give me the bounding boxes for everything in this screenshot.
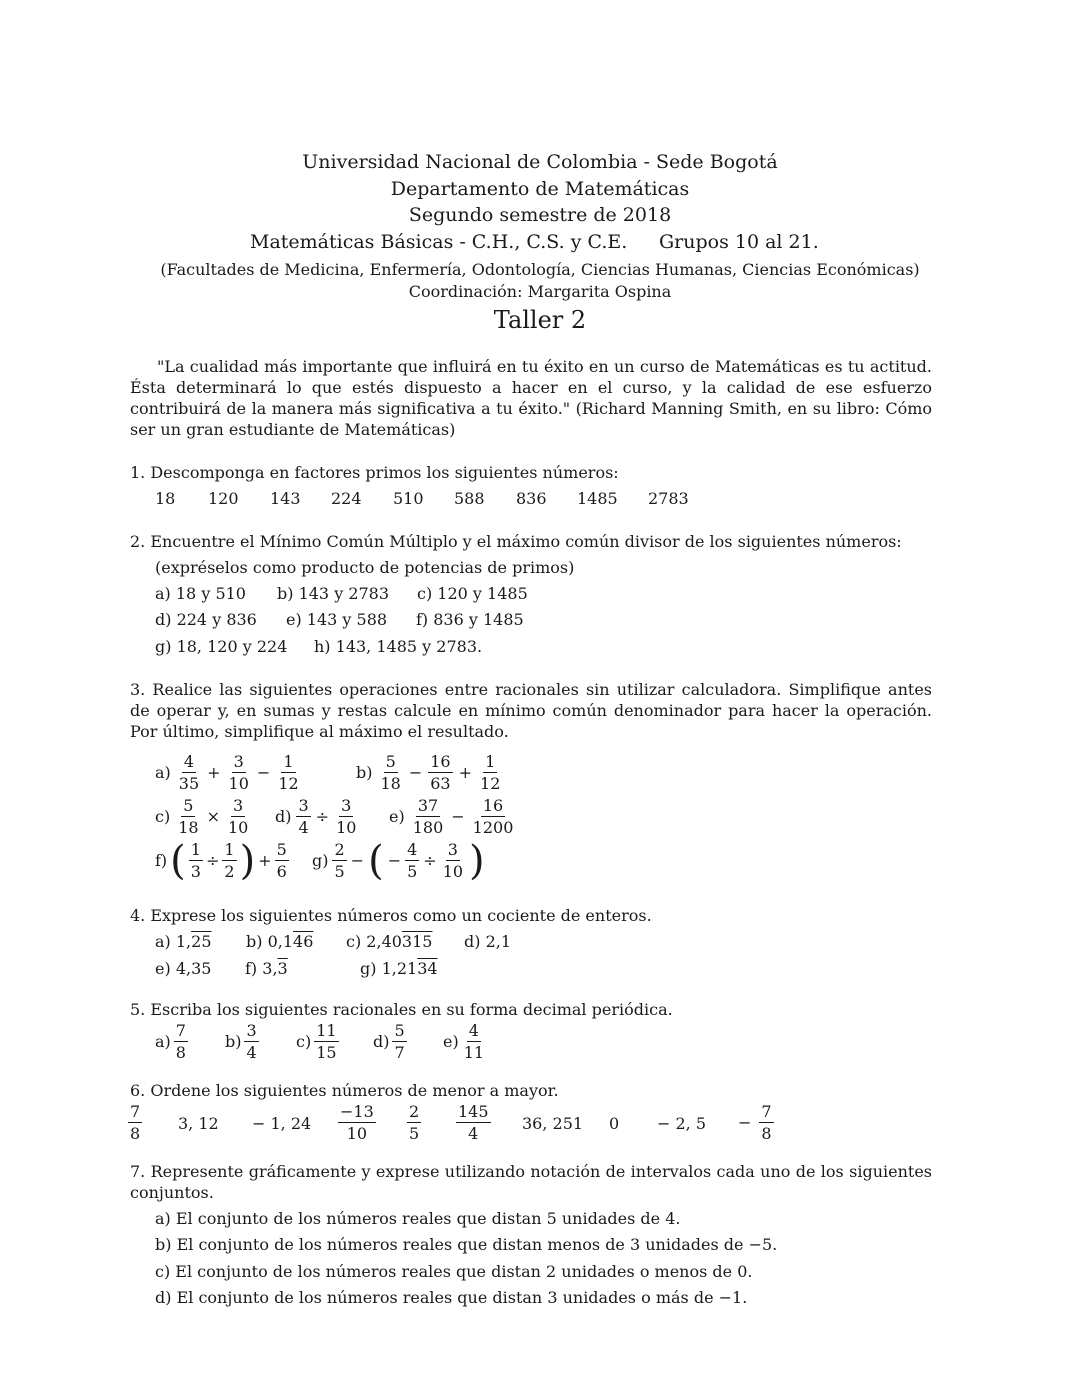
fraction: $\frac{7}{8}$ — [175, 1021, 186, 1062]
q1-number: 120 — [208, 489, 239, 508]
q2-item: e) 143 y 588 — [286, 610, 388, 629]
q1-number: 2783 — [648, 489, 689, 508]
fraction: $\frac{7}{8}$ — [130, 1102, 141, 1143]
fraction: $\frac{4}{5}$ — [407, 840, 418, 881]
q6-value: 36, 251 — [522, 1114, 584, 1133]
q1-number: 510 — [393, 489, 424, 508]
fraction: $\frac{3}{10}$ — [442, 840, 464, 881]
fraction: $\frac{1}{3}$ — [190, 840, 201, 881]
q3-item-b — [356, 752, 502, 793]
q5-item: b) $\frac{3}{4}$ — [225, 1021, 257, 1062]
q4-item: d) 2,1 — [464, 932, 512, 951]
question-2: 2. Encuentre el Mínimo Común Múltiplo y el máximo común divisor de los siguientes números: — [130, 532, 902, 551]
q5-item: e) $\frac{4}{11}$ — [443, 1021, 485, 1062]
q1-number: 143 — [270, 489, 301, 508]
q4-item: e) 4,35 — [155, 959, 212, 978]
q5-item: c) $\frac{11}{15}$ — [296, 1021, 337, 1062]
q6-value — [338, 1102, 376, 1143]
minus-sign: − — [387, 851, 402, 870]
fraction: $\frac{16}{63}$ — [430, 752, 451, 793]
department-name: Departamento de Matemáticas — [390, 178, 690, 200]
q4-item: b) 0,146 — [246, 932, 314, 951]
item-label: c) — [155, 807, 171, 826]
q6-value: − $\frac{7}{8}$ — [738, 1102, 772, 1143]
q6-value: 0 — [609, 1114, 620, 1133]
q1-number: 836 — [516, 489, 547, 508]
item-label: b) — [356, 763, 373, 782]
fraction: $\frac{145}{4}$ — [458, 1102, 489, 1143]
fraction: $\frac{11}{15}$ — [316, 1021, 337, 1062]
q1-number: 1485 — [577, 489, 618, 508]
question-2-sub: (expréselos como producto de potencias de primos) — [155, 558, 575, 577]
fraction: $\frac{3}{10}$ — [227, 796, 249, 837]
university-name: Universidad Nacional de Colombia - Sede Bogotá — [302, 151, 778, 173]
q4-item: f) 3,3 — [245, 959, 288, 978]
fraction: $\frac{4}{35}$ — [178, 752, 200, 793]
fraction: $\frac{1}{12}$ — [278, 752, 299, 793]
fraction: $\frac{4}{11}$ — [463, 1021, 485, 1062]
left-paren: ( — [170, 837, 186, 884]
coordination: Coordinación: Margarita Ospina — [408, 282, 672, 301]
q2-item: c) 120 y 1485 — [417, 584, 528, 603]
division-sign: ÷ — [315, 807, 330, 826]
times-sign: × — [206, 807, 220, 826]
q2-item: b) 143 y 2783 — [277, 584, 390, 603]
q7-item: c) El conjunto de los números reales que distan 2 unidades o menos de 0. — [155, 1262, 753, 1281]
minus-sign: − — [350, 851, 365, 870]
division-sign: ÷ — [205, 851, 220, 870]
q2-item: f) 836 y 1485 — [416, 610, 524, 629]
item-label: f) — [155, 851, 168, 870]
fraction: $\frac{3}{4}$ — [298, 796, 309, 837]
fraction: $\frac{37}{180}$ — [412, 796, 444, 837]
q5-item: d) $\frac{5}{7}$ — [373, 1021, 405, 1062]
fraction: $\frac{16}{1200}$ — [472, 796, 514, 837]
q7-item: b) El conjunto de los números reales que distan menos de 3 unidades de −5. — [155, 1235, 778, 1254]
fraction: $\frac{3}{10}$ — [336, 796, 357, 837]
item-label: g) — [312, 851, 329, 870]
course-name: Matemáticas Básicas - C.H., C.S. y C.E. — [250, 231, 628, 253]
page-title: Taller 2 — [493, 306, 587, 334]
question-5: 5. Escriba los siguientes racionales en su forma decimal periódica. — [130, 1000, 673, 1019]
q2-item: a) 18 y 510 — [155, 584, 246, 603]
q6-value: − 1, 24 — [252, 1114, 312, 1133]
q3-item-g — [312, 837, 485, 884]
minus-sign: − — [408, 763, 423, 782]
item-label: d) — [275, 807, 292, 826]
q1-number: 588 — [454, 489, 485, 508]
fraction: $\frac{2}{5}$ — [334, 840, 345, 881]
q7-item: a) El conjunto de los números reales que distan 5 unidades de 4. — [155, 1209, 681, 1228]
q4-item: g) 1,2134 — [360, 959, 438, 978]
fraction: $\frac{1}{2}$ — [224, 840, 235, 881]
right-paren: ) — [239, 837, 256, 884]
q5-item: a) $\frac{7}{8}$ — [155, 1021, 186, 1062]
minus-sign: − — [256, 763, 271, 782]
q7-item: d) El conjunto de los números reales que distan 3 unidades o más de −1. — [155, 1288, 748, 1307]
q6-value — [407, 1102, 421, 1143]
faculties: (Facultades de Medicina, Enfermería, Odontología, Ciencias Humanas, Ciencias Económicas) — [160, 260, 920, 279]
fraction: $\frac{5}{7}$ — [394, 1021, 405, 1062]
fraction: $\frac{7}{8}$ — [761, 1102, 772, 1143]
plus-sign: + — [458, 763, 473, 782]
q3-item-f — [155, 837, 289, 884]
q6-value: − 2, 5 — [657, 1114, 707, 1133]
q2-item: g) 18, 120 y 224 — [155, 637, 288, 656]
fraction: $\frac{2}{5}$ — [409, 1102, 420, 1143]
semester: Segundo semestre de 2018 — [408, 204, 672, 226]
plus-sign: + — [258, 851, 272, 870]
plus-sign: + — [207, 763, 221, 782]
q3-item-e — [389, 796, 515, 837]
q6-value — [128, 1102, 142, 1143]
q1-number: 224 — [331, 489, 362, 508]
fraction: $\frac{3}{4}$ — [246, 1021, 257, 1062]
division-sign: ÷ — [423, 851, 437, 870]
fraction: $\frac{5}{18}$ — [380, 752, 401, 793]
fraction: $\frac{5}{6}$ — [276, 840, 287, 881]
question-6: 6. Ordene los siguientes números de menor a mayor. — [130, 1081, 559, 1100]
question-4: 4. Exprese los siguientes números como un cociente de enteros. — [130, 906, 652, 925]
q6-value: 3, 12 — [178, 1114, 219, 1133]
fraction: $\frac{5}{18}$ — [178, 796, 199, 837]
course-groups: Grupos 10 al 21. — [659, 231, 819, 253]
fraction: $\frac{1}{12}$ — [480, 752, 501, 793]
q6-value — [456, 1102, 491, 1143]
left-paren: ( — [368, 837, 384, 884]
question-3: 3. Realice las siguientes operaciones entre racionales sin utilizar calculadora. Simplifique antes de operar y, en sumas y restas calcule en mínimo común denominador para hacer la operación. Por último, simplifique al máximo el resultado. — [130, 680, 932, 741]
question-1: 1. Descomponga en factores primos los siguientes números: — [130, 463, 619, 482]
right-paren: ) — [469, 837, 485, 884]
minus-sign: − — [451, 807, 465, 826]
q1-number: 18 — [155, 489, 176, 508]
q4-item: c) 2,40315 — [346, 932, 433, 951]
q3-item-a — [155, 752, 301, 793]
fraction: $\frac{-13}{10}$ — [340, 1102, 374, 1143]
q2-item: h) 143, 1485 y 2783. — [314, 637, 483, 656]
question-7: 7. Represente gráficamente y exprese utilizando notación de intervalos cada uno de los siguientes conjuntos. — [130, 1162, 932, 1202]
q2-item: d) 224 y 836 — [155, 610, 257, 629]
fraction: $\frac{3}{10}$ — [228, 752, 249, 793]
q3-item-c — [155, 796, 250, 837]
item-label: a) — [155, 763, 171, 782]
q3-item-d — [275, 796, 358, 837]
item-label: e) — [389, 807, 405, 826]
quote-paragraph: "La cualidad más importante que influirá en tu éxito en un curso de Matemáticas es tu actitud. Ésta determinará lo que estés dispuesto a hacer en el curso, y la calidad de ese esfuerzo contribuirá de la manera más significativa a tu éxito." (Richard Manning Smith, en su libro: Cómo ser un gran estudiante de Matemáticas) — [130, 357, 932, 439]
q4-item: a) 1,25 — [155, 932, 212, 951]
